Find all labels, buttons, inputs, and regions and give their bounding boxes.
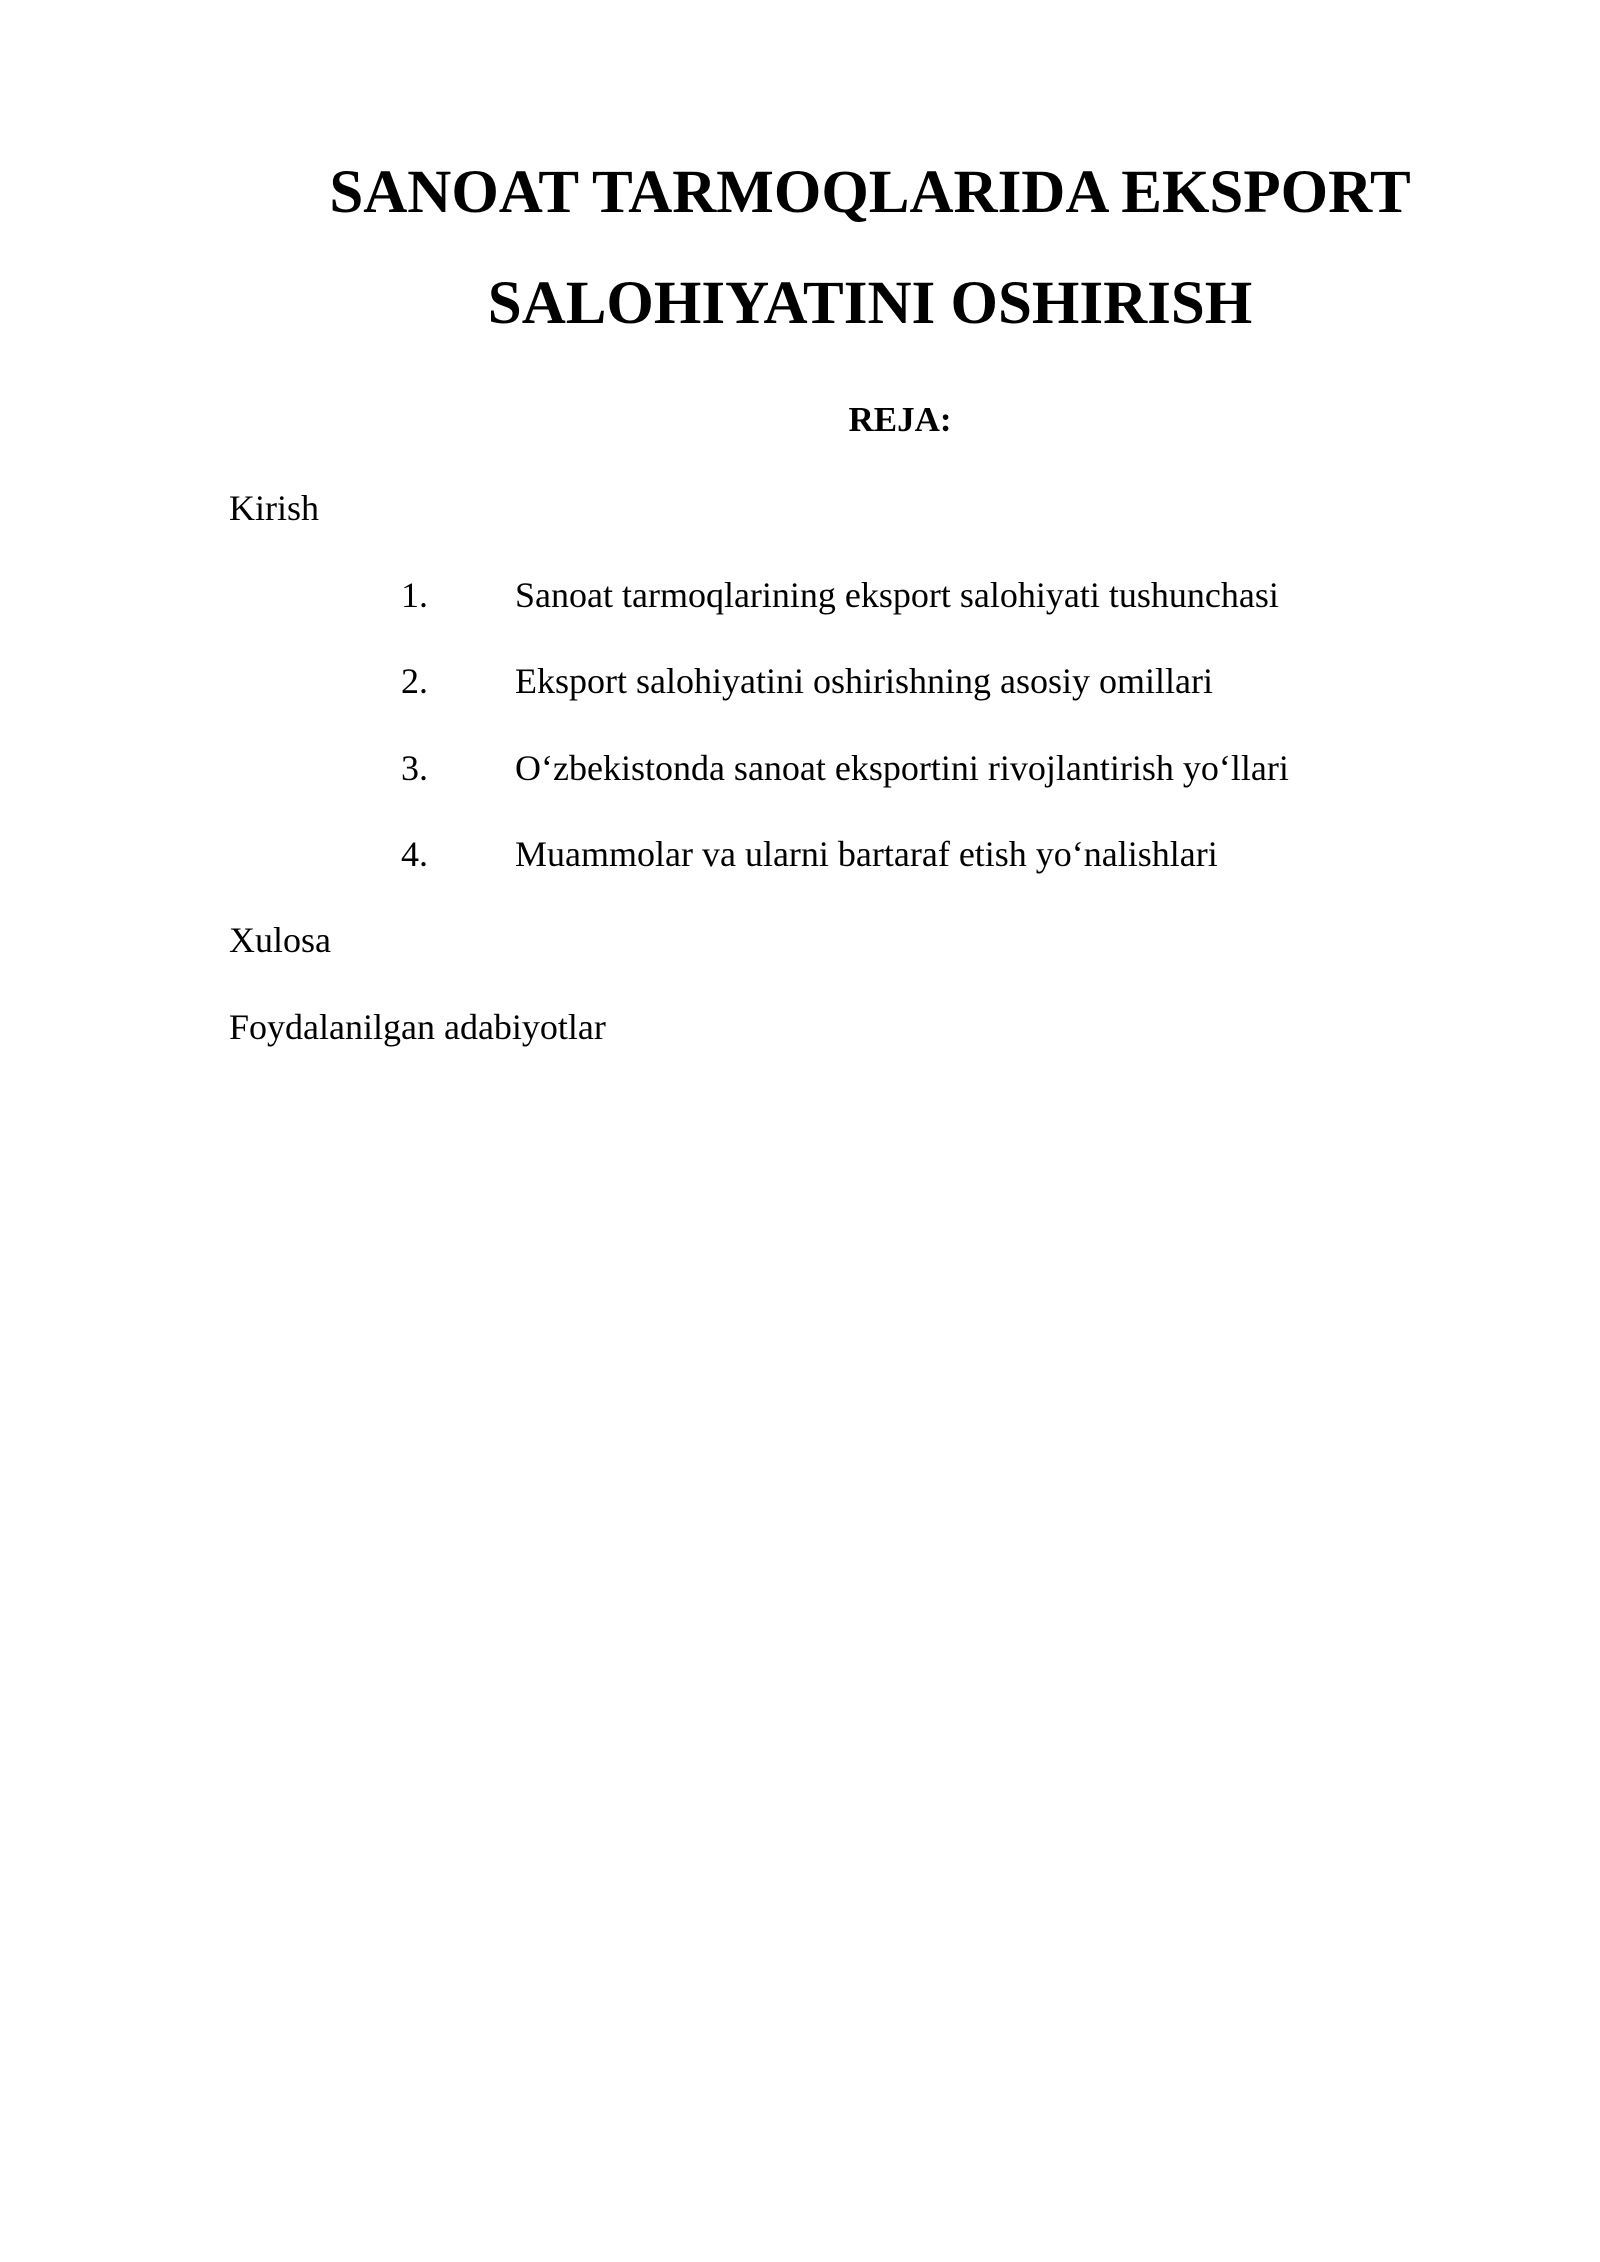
references-entry: Foydalanilgan adabiyotlar	[229, 1007, 606, 1047]
plan-item-number: 2.	[401, 661, 428, 701]
plan-item-text: Muammolar va ularni bartaraf etish yo‘nalishlari	[515, 834, 1218, 874]
intro-entry: Kirish	[229, 488, 319, 528]
conclusion-entry: Xulosa	[229, 920, 331, 960]
plan-item	[0, 832, 1600, 876]
plan-heading: REJA:	[848, 400, 952, 439]
plan-item	[0, 746, 1600, 790]
plan-item-text: Eksport salohiyatini oshirishning asosiy omillari	[515, 661, 1213, 701]
plan-item-number: 1.	[401, 575, 428, 615]
plan-item	[0, 573, 1600, 617]
document-title-line-1: SANOAT TARMOQLARIDA EKSPORT	[329, 159, 1411, 226]
plan-item-number: 4.	[401, 834, 428, 874]
plan-item-text: O‘zbekistonda sanoat eksportini rivojlantirish yo‘llari	[515, 748, 1289, 788]
plan-item-number: 3.	[401, 748, 428, 788]
document-title-line-2: SALOHIYATINI OSHIRISH	[487, 270, 1253, 337]
plan-item	[0, 659, 1600, 703]
plan-item-text: Sanoat tarmoqlarining eksport salohiyati tushunchasi	[515, 575, 1279, 615]
